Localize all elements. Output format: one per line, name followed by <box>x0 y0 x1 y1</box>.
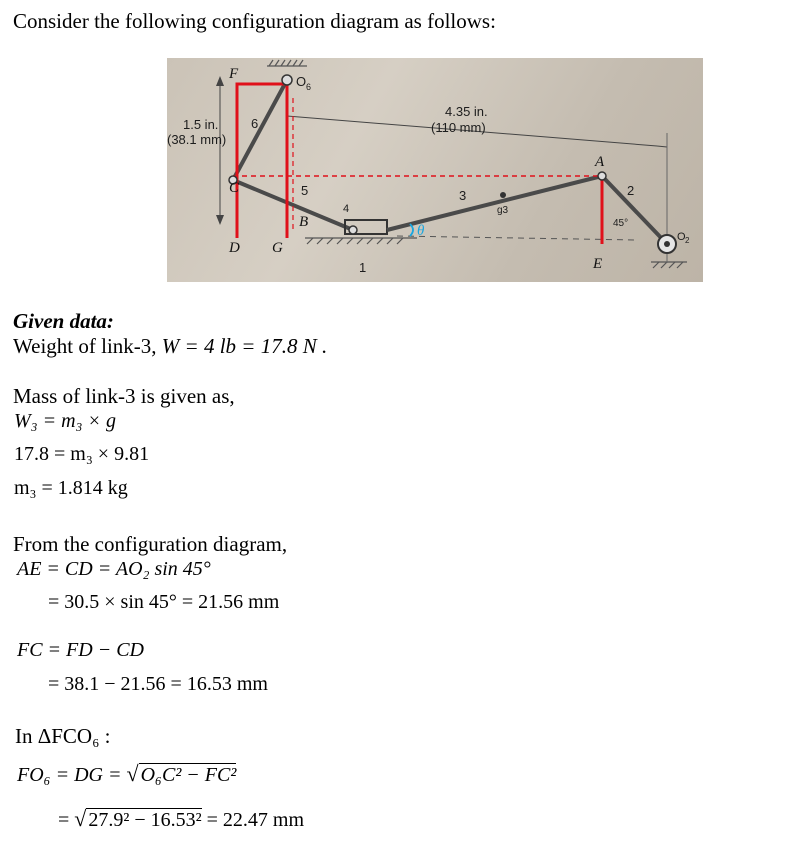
link-2 <box>602 176 667 244</box>
ground-hatch-o2 <box>651 262 687 268</box>
triangle-eq-1-lhs: FO₆ = DG = <box>17 764 122 786</box>
label-link-1: 1 <box>359 260 367 275</box>
label-g: G <box>272 240 283 256</box>
mass-text: Mass of link-3 is given as, <box>13 384 235 408</box>
triangle-eq-2-lhs: = <box>58 809 70 831</box>
ground-hatch-slider <box>305 238 417 244</box>
label-link-2: 2 <box>627 183 635 198</box>
config-eq-1: AE = CD = AO₂ sin 45° <box>17 558 211 580</box>
config-text: From the configuration diagram, <box>13 532 288 556</box>
label-o2-sub: 2 <box>685 236 690 245</box>
label-link-6: 6 <box>251 116 259 131</box>
given-weight-line <box>13 334 327 358</box>
config-eq-3: FC = FD − CD <box>17 639 144 661</box>
mass-eq-1: W₃ = m₃ × g <box>14 410 117 432</box>
triangle-eq-2-rhs: = 22.47 mm <box>206 809 305 831</box>
label-o2: O <box>677 231 686 243</box>
label-o6-sub: 6 <box>306 82 312 92</box>
given-weight-eq: W = 4 lb = 17.8 N . <box>161 334 328 358</box>
sqrt-symbol: √ <box>126 761 139 786</box>
triangle-eq-1-radicand: O₆C² − FC² <box>140 764 237 786</box>
diagram-svg <box>167 58 703 282</box>
configuration-diagram <box>167 58 703 282</box>
label-e: E <box>593 256 603 272</box>
pin-g3 <box>500 192 506 198</box>
label-c: C <box>229 180 240 196</box>
label-dim-left-2: (38.1 mm) <box>167 132 227 147</box>
intro-text: Consider the following configuration diagram as follows: <box>13 9 496 33</box>
given-weight-text: Weight of link-3, <box>13 334 157 358</box>
label-angle: 45° <box>613 218 629 229</box>
sqrt-symbol: √ <box>74 806 87 831</box>
label-link-5: 5 <box>301 183 309 198</box>
label-link-3: 3 <box>459 188 467 203</box>
mass-eq-3: m₃ = 1.814 kg <box>14 477 128 499</box>
label-theta: θ <box>417 223 425 239</box>
mass-eq-2: 17.8 = m₃ × 9.81 <box>14 443 150 465</box>
label-g3: g3 <box>497 205 509 216</box>
label-f: F <box>229 66 239 82</box>
triangle-eq-1 <box>17 762 236 787</box>
label-d: D <box>229 240 240 256</box>
ground-hatch-o6 <box>267 60 307 66</box>
link-5 <box>233 180 353 230</box>
label-link-4: 4 <box>343 203 350 215</box>
link-6 <box>233 80 287 180</box>
label-dim-left-1: 1.5 in. <box>183 117 219 132</box>
pin-b <box>349 226 357 234</box>
label-dim-top-1: 4.35 in. <box>445 104 488 119</box>
link-3 <box>387 176 602 230</box>
label-a: A <box>595 154 605 170</box>
given-heading: Given data: <box>13 309 114 333</box>
pin-o6 <box>282 75 292 85</box>
label-b: B <box>299 214 309 230</box>
pin-a <box>598 172 606 180</box>
theta-arc <box>410 224 413 236</box>
config-eq-2: = 30.5 × sin 45° = 21.56 mm <box>48 591 280 613</box>
triangle-eq-2-radicand: 27.9² − 16.53² <box>88 809 202 831</box>
config-eq-4: = 38.1 − 21.56 = 16.53 mm <box>48 673 268 695</box>
label-o6: O <box>296 74 307 89</box>
triangle-eq-2 <box>58 807 304 832</box>
triangle-text: In ΔFCO₆ : <box>15 724 111 748</box>
label-dim-top-2: (110 mm) <box>431 120 486 135</box>
